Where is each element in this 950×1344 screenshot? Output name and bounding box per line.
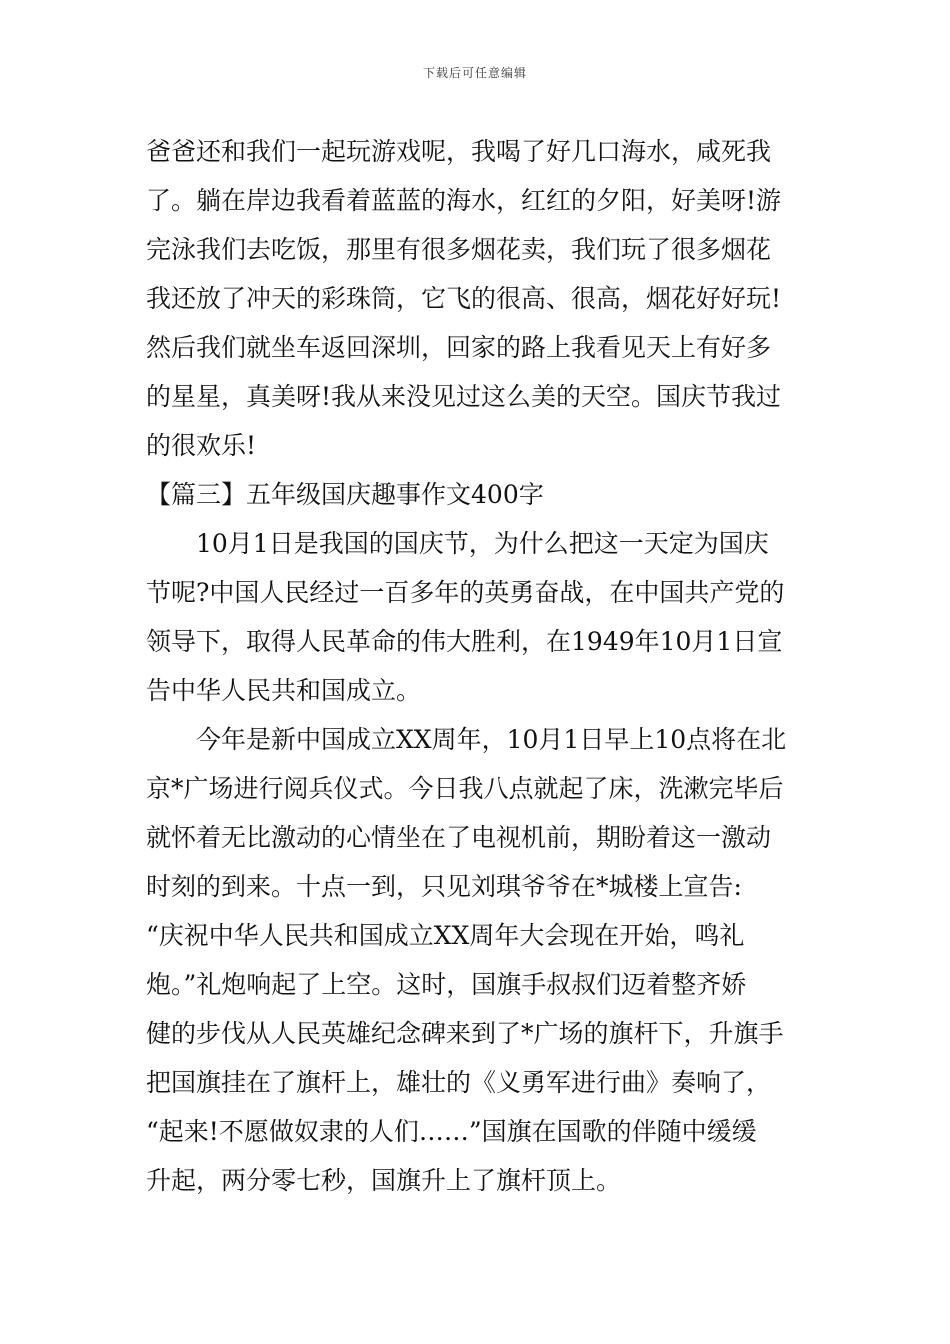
paragraph-line: 升起，两分零七秒，国旗升上了旗杆顶上。	[146, 1166, 622, 1195]
paragraph-line: 就怀着无比激动的心情坐在了电视机前，期盼着这一激动	[146, 823, 772, 852]
paragraph-line: “庆祝中华人民共和国成立XX周年大会现在开始，鸣礼	[146, 921, 745, 950]
paragraph-line: 节呢?中国人民经过一百多年的英勇奋战，在中国共产党的	[146, 578, 785, 607]
paragraph-line: 领导下，取得人民革命的伟大胜利，在1949年10月1日宣	[146, 627, 783, 656]
paragraph-line: 10月1日是我国的国庆节，为什么把这一天定为国庆	[196, 529, 769, 558]
paragraph-line: 了。躺在岸边我看着蓝蓝的海水，红红的夕阳，好美呀!游	[146, 186, 782, 215]
paragraph-line: 的很欢乐!	[146, 431, 257, 460]
paragraph-line: 京*广场进行阅兵仪式。今日我八点就起了床，洗漱完毕后	[146, 774, 784, 803]
section-heading: 【篇三】五年级国庆趣事作文400字	[146, 480, 544, 509]
paragraph-line: 告中华人民共和国成立。	[146, 676, 422, 705]
paragraph-line: 爸爸还和我们一起玩游戏呢，我喝了好几口海水，咸死我	[146, 137, 772, 166]
paragraph-line: “起来!不愿做奴隶的人们……”国旗在国歌的伴随中缓缓	[146, 1117, 757, 1146]
paragraph-line: 炮。”礼炮响起了上空。这时，国旗手叔叔们迈着整齐娇	[146, 970, 747, 999]
paragraph-line: 今年是新中国成立XX周年，10月1日早上10点将在北	[196, 725, 787, 754]
page-header: 下载后可任意编辑	[422, 66, 527, 80]
document-body	[146, 127, 810, 1205]
paragraph-line: 健的步伐从人民英雄纪念碑来到了*广场的旗杆下，升旗手	[146, 1019, 784, 1048]
paragraph-line: 把国旗挂在了旗杆上，雄壮的《义勇军进行曲》奏响了，	[146, 1068, 772, 1097]
paragraph-line: 完泳我们去吃饭，那里有很多烟花卖，我们玩了很多烟花	[146, 235, 772, 264]
paragraph-line: 然后我们就坐车返回深圳，回家的路上我看见天上有好多	[146, 333, 772, 362]
paragraph-line: 的星星，真美呀!我从来没见过这么美的天空。国庆节我过	[146, 382, 782, 411]
paragraph-line: 我还放了冲天的彩珠筒，它飞的很高、很高，烟花好好玩!	[146, 284, 782, 313]
paragraph-line: 时刻的到来。十点一到，只见刘琪爷爷在*城楼上宣告:	[146, 872, 742, 901]
